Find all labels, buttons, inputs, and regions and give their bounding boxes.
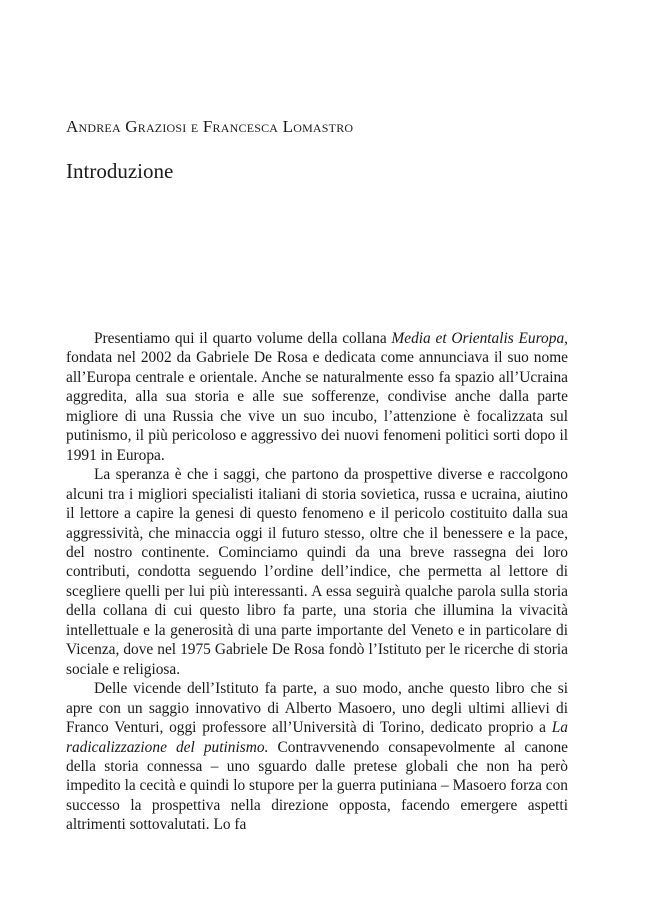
essay-title: La radicalizzazione del putinismo. bbox=[66, 719, 568, 756]
chapter-title: Introduzione bbox=[66, 159, 174, 183]
paragraph-3-text-b: Contravvenendo consapevolmente al canone della storia connessa – uno sguardo dalle pretese globali che non ha però impedito la cecità e quindi lo stupore per la guerra putiniana – Masoero forza con successo la prospettiva nella direzione opposta, facendo emergere aspetti altrimenti sottovalutati. Lo fa bbox=[66, 738, 568, 834]
series-title: Media et Orientalis Europa bbox=[391, 330, 565, 347]
paragraph-1-text-b: , fondata nel 2002 da Gabriele De Rosa e dedicata come annunciava il suo nome all’Europa centrale e orientale. Anche se naturalmente esso fa spazio all’Ucraina aggredita, alla sua storia e alle sue sofferenze, condivise anche dalla parte migliore di una Russia che vive un suo incubo, l’attenzione è focalizzata sul putinismo, il più pericoloso e aggressivo dei nuovi fenomeni politici sorti dopo il 1991 in Europa. bbox=[66, 330, 568, 464]
chapter-body bbox=[66, 329, 568, 835]
paragraph-1 bbox=[66, 329, 568, 465]
paragraph-1-text-a: Presentiamo qui il quarto volume della collana bbox=[94, 330, 392, 347]
paragraph-2 bbox=[66, 465, 568, 679]
paragraph-2-text: La speranza è che i saggi, che partono da prospettive diverse e raccolgono alcuni tra i migliori specialisti italiani di storia sovietica, russa e ucraina, aiutino il lettore a capire la genesi di questo fenomeno e il pericolo costituito dalla sua aggressività, che minaccia oggi il futuro stesso, oltre che il benessere e la pace, del nostro continente. Cominciamo quindi da una breve rassegna dei loro contributi, condotta seguendo l’ordine dell’indice, che permetta al lettore di scegliere quelli per lui più interessanti. A essa seguirà qualche parola sulla storia della collana di cui questo libro fa parte, una storia che illumina la vivacità intellettuale e la generosità di una parte importante del Veneto e in particolare di Vicenza, dove nel 1975 Gabriele De Rosa fondò l’Istituto per le ricerche di storia sociale e religiosa. bbox=[66, 466, 568, 678]
chapter-authors: Andrea Graziosi e Francesca Lomastro bbox=[66, 117, 354, 136]
paragraph-3-text-a: Delle vicende dell’Istituto fa parte, a suo modo, anche questo libro che si apre con un saggio innovativo di Alberto Masoero, uno degli ultimi allievi di Franco Venturi, oggi professore all’Università di Torino, dedicato proprio a bbox=[66, 680, 568, 737]
paragraph-3 bbox=[66, 679, 568, 835]
